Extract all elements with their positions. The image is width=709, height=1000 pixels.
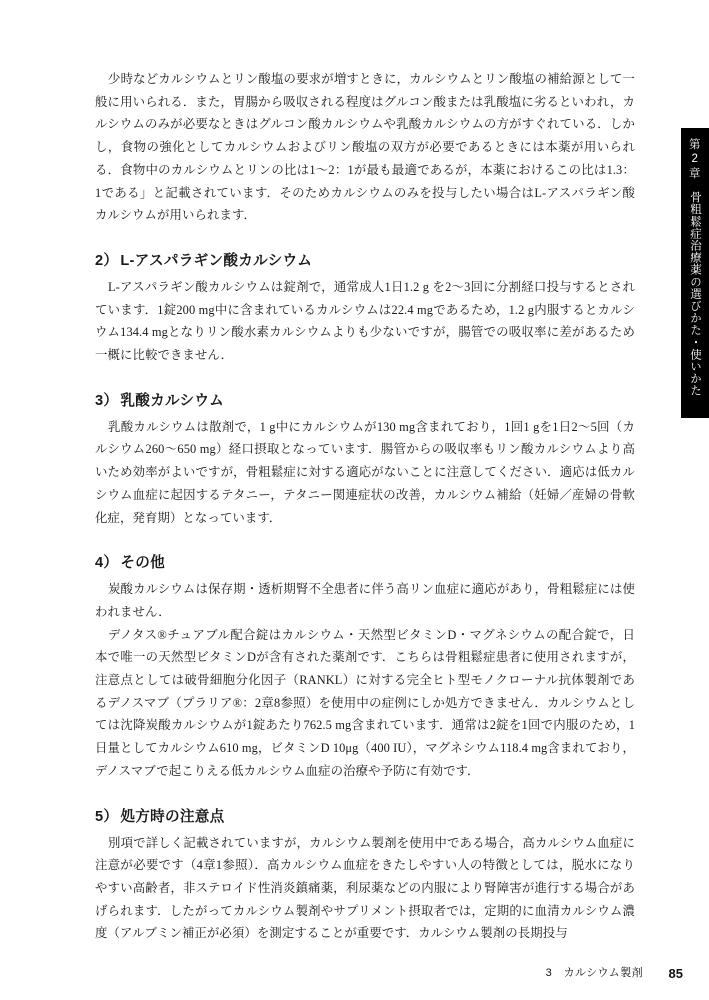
section-number-4: 4） — [95, 555, 119, 572]
section-number-5: 5） — [95, 808, 119, 825]
section-4-paragraph-1: 炭酸カルシウムは保存期・透析期腎不全患者に伴う高リン血症に適応があり，骨粗鬆症には使われません． — [95, 582, 635, 619]
page-number: 85 — [668, 966, 683, 981]
intro-paragraph: 少時などカルシウムとリン酸塩の要求が増すときに，カルシウムとリン酸塩の補給源として一般に用いられる．また，胃腸から吸収される程度はグルコン酸または乳酸塩に劣るといわれ，カルシウムのみが必要なときはグルコン酸カルシウムや乳酸カルシウムの方がすぐれている．しかし，食物の強化としてカルシウムおよびリン酸塩の双方が必要であるときには本薬が用いられる．食物中のカルシウムとリンの比は1〜2：1が最も最適であるが，本薬におけるこの比は1.3：1である」と記載されています．そのためカルシウムのみを投与したい場合はL-アスパラギン酸カルシウムが用いられます． — [95, 72, 635, 223]
section-title-5: 処方時の注意点 — [120, 808, 225, 825]
section-5-paragraph-1: 別項で詳しく記載されていますが，カルシウム製剤を使用中である場合，高カルシウム血症に注意が必要です（4章1参照）．高カルシウム血症をきたしやすい人の特徴としては，脱水になりやすい高齢者，非ステロイド性消炎鎮痛薬，利尿薬などの内服により腎障害が進行する場合があげられます．したがってカルシウム製剤やサプリメント摂取者では，定期的に血清カルシウム濃度（アルブミン補正が必須）を測定することが重要です．カルシウム製剤の長期投与 — [95, 835, 635, 941]
section-title-2: L-アスパラギン酸カルシウム — [120, 252, 313, 269]
section-number-3: 3） — [95, 392, 119, 409]
chapter-title: 骨粗鬆症治療薬の選びかた・使いかた — [689, 191, 702, 397]
page-footer — [0, 962, 709, 980]
footer-section-label: 3 カルシウム製剤 — [545, 967, 643, 979]
section-number-2: 2） — [95, 252, 119, 269]
section-heading-4 — [95, 551, 635, 572]
section-heading-5 — [95, 805, 635, 826]
chapter-number: 第 2 章 — [689, 139, 701, 180]
section-heading-2 — [95, 249, 635, 270]
section-title-4: その他 — [120, 555, 165, 572]
section-2-paragraph-1: L-アスパラギン酸カルシウムは錠剤で，通常成人1日1.2 g を2〜3回に分割経口投与するとされています．1錠200 mg中に含まれているカルシウムは22.4 mgであるため，1.2 g内服するとカルシウム134.4 mgとなりリン酸水素カルシウムよりも少ないですが，腸管での吸収率に差があるため一概に比較できません． — [95, 279, 635, 363]
section-heading-3 — [95, 389, 635, 410]
section-4-paragraph-2: デノタス®チュアブル配合錠はカルシウム・天然型ビタミンD・マグネシウムの配合錠で，日本で唯一の天然型ビタミンDが含有された薬剤です．こちらは骨粗鬆症患者に使用されますが，注意点としては破骨細胞分化因子（RANKL）に対する完全ヒト型モノクローナル抗体製剤であるデノスマブ（プラリア®：2章8参照）を使用中の症例にしか処方できません．カルシウムとしては沈降炭酸カルシウムが1錠あたり762.5 mg含まれています．通常は2錠を1回で内服のため，1日量としてカルシウム610 mg，ビタミンD 10μg（400 IU），マグネシウム118.4 mg含まれており，デノスマブで起こりえる低カルシウム血症の治療や予防に有効です． — [95, 627, 635, 778]
section-3-paragraph-1: 乳酸カルシウムは散剤で，1 g中にカルシウムが130 mg含まれており，1回1 gを1日2〜5回（カルシウム260〜650 mg）経口摂取となっています．腸管からの吸収率もリン酸カルシウムより高いため効率がよいですが，骨粗鬆症に対する適応がないことに注意してください．適応は低カルシウム血症に起因するテタニー，テタニー関連症状の改善，カルシウム補給（妊婦／産婦の骨軟化症，発育期）となっています． — [95, 419, 635, 525]
section-title-3: 乳酸カルシウム — [120, 392, 225, 409]
page-content — [95, 68, 635, 945]
chapter-side-tab — [681, 128, 709, 418]
